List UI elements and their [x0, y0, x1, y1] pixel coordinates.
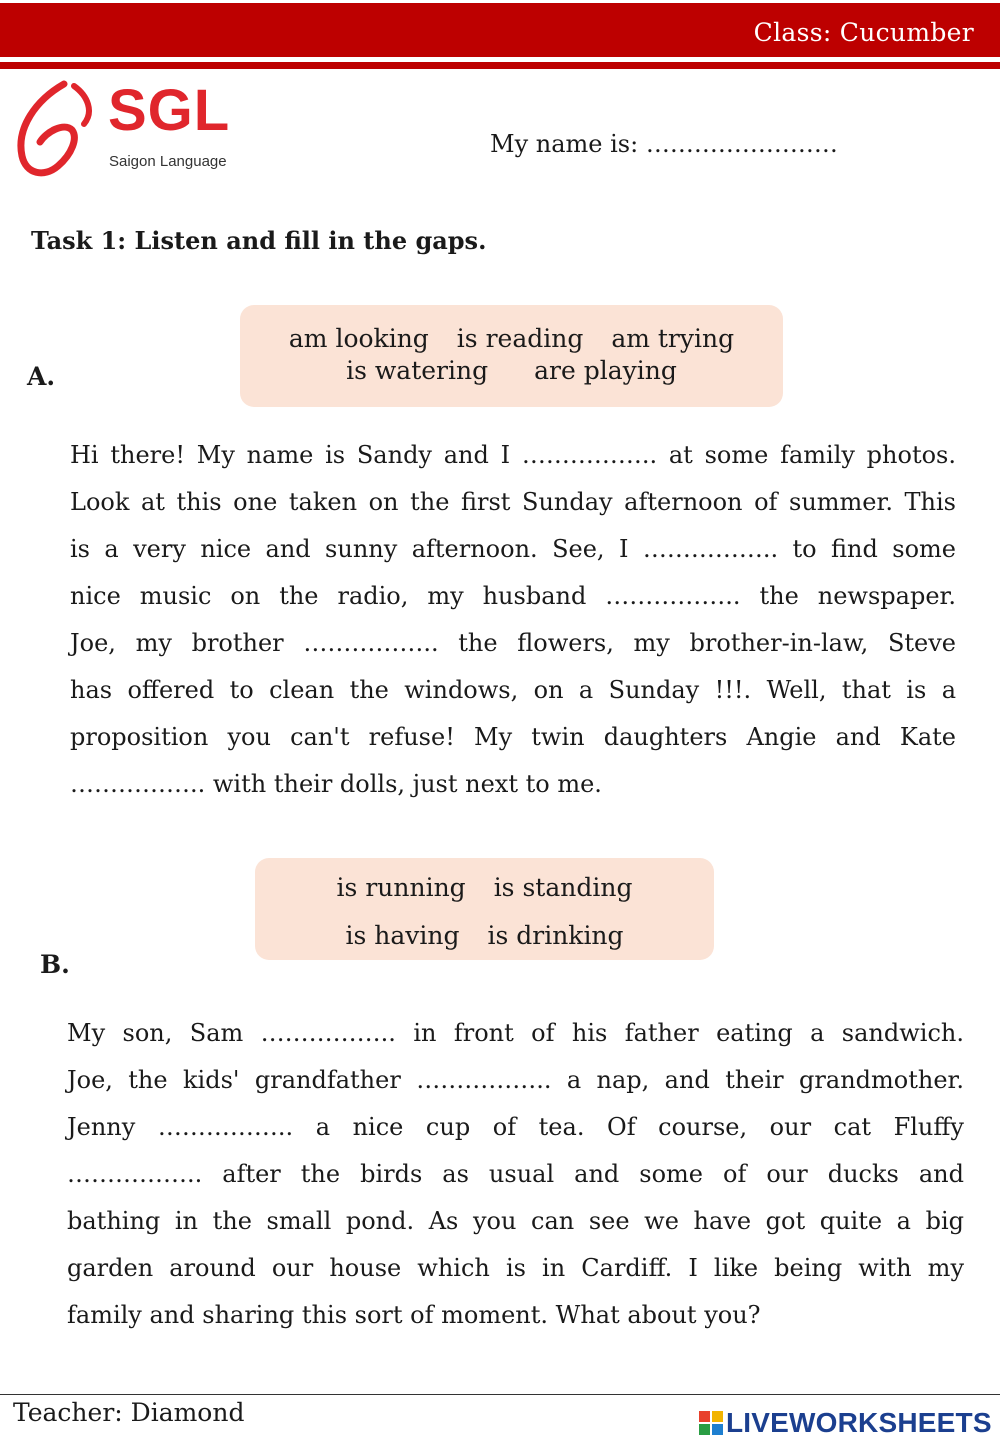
paragraph-b	[67, 1010, 964, 1339]
paragraph-line: bathing in the small pond. As you can see we have got quite a big	[67, 1207, 964, 1235]
header-rule	[0, 62, 1000, 69]
paragraph-line: is a very nice and sunny afternoon. See, I …………….. to find some	[70, 535, 956, 563]
word-option: is standing	[493, 873, 633, 902]
paragraph-a	[70, 432, 956, 808]
task-title: Task 1: Listen and fill in the gaps.	[31, 226, 487, 255]
word-option: is having	[345, 921, 460, 950]
swoosh-logo-icon	[14, 78, 104, 178]
word-box-a	[240, 305, 783, 407]
liveworksheets-icon	[699, 1411, 723, 1435]
word-option: is reading	[456, 324, 584, 353]
paragraph-line: …………….. with their dolls, just next to me.	[70, 770, 602, 798]
paragraph-line: Joe, my brother …………….. the flowers, my brother-in-law, Steve	[70, 629, 956, 657]
name-line: My name is: ……………………	[490, 130, 838, 158]
word-option: is drinking	[487, 921, 624, 950]
word-box-b	[255, 858, 714, 960]
footer-rule	[0, 1394, 1000, 1395]
paragraph-line: has offered to clean the windows, on a Sunday !!!. Well, that is a	[70, 676, 956, 704]
paragraph-line: …………….. after the birds as usual and some of our ducks and	[67, 1160, 964, 1188]
word-option: am trying	[611, 324, 735, 353]
word-option: am looking	[288, 324, 429, 353]
paragraph-line: Hi there! My name is Sandy and I …………….. at some family photos.	[70, 441, 956, 469]
paragraph-line: Joe, the kids' grandfather …………….. a nap, and their grandmother.	[67, 1066, 964, 1094]
class-label: Class: Cucumber	[753, 18, 974, 47]
word-option: are playing	[534, 356, 677, 385]
paragraph-line: nice music on the radio, my husband …………….. the newspaper.	[70, 582, 956, 610]
word-option: is watering	[346, 356, 489, 385]
logo-wordmark: SGL	[108, 78, 231, 143]
paragraph-line: family and sharing this sort of moment. What about you?	[67, 1301, 761, 1329]
section-b-letter: B.	[40, 950, 70, 979]
paragraph-line: My son, Sam …………….. in front of his father eating a sandwich.	[67, 1019, 964, 1047]
liveworksheets-wordmark: LIVEWORKSHEETS	[726, 1407, 992, 1438]
paragraph-line: Look at this one taken on the first Sunday afternoon of summer. This	[70, 488, 956, 516]
section-a-letter: A.	[27, 362, 56, 391]
word-option: is running	[336, 873, 466, 902]
teacher-label: Teacher: Diamond	[13, 1398, 245, 1427]
logo-subtitle: Saigon Language	[109, 153, 227, 170]
liveworksheets-brand[interactable]	[699, 1407, 992, 1439]
sgl-logo	[14, 78, 254, 178]
paragraph-line: garden around our house which is in Cardiff. I like being with my	[67, 1254, 964, 1282]
paragraph-line: proposition you can't refuse! My twin daughters Angie and Kate	[70, 723, 956, 751]
paragraph-line: Jenny …………….. a nice cup of tea. Of course, our cat Fluffy	[67, 1113, 964, 1141]
